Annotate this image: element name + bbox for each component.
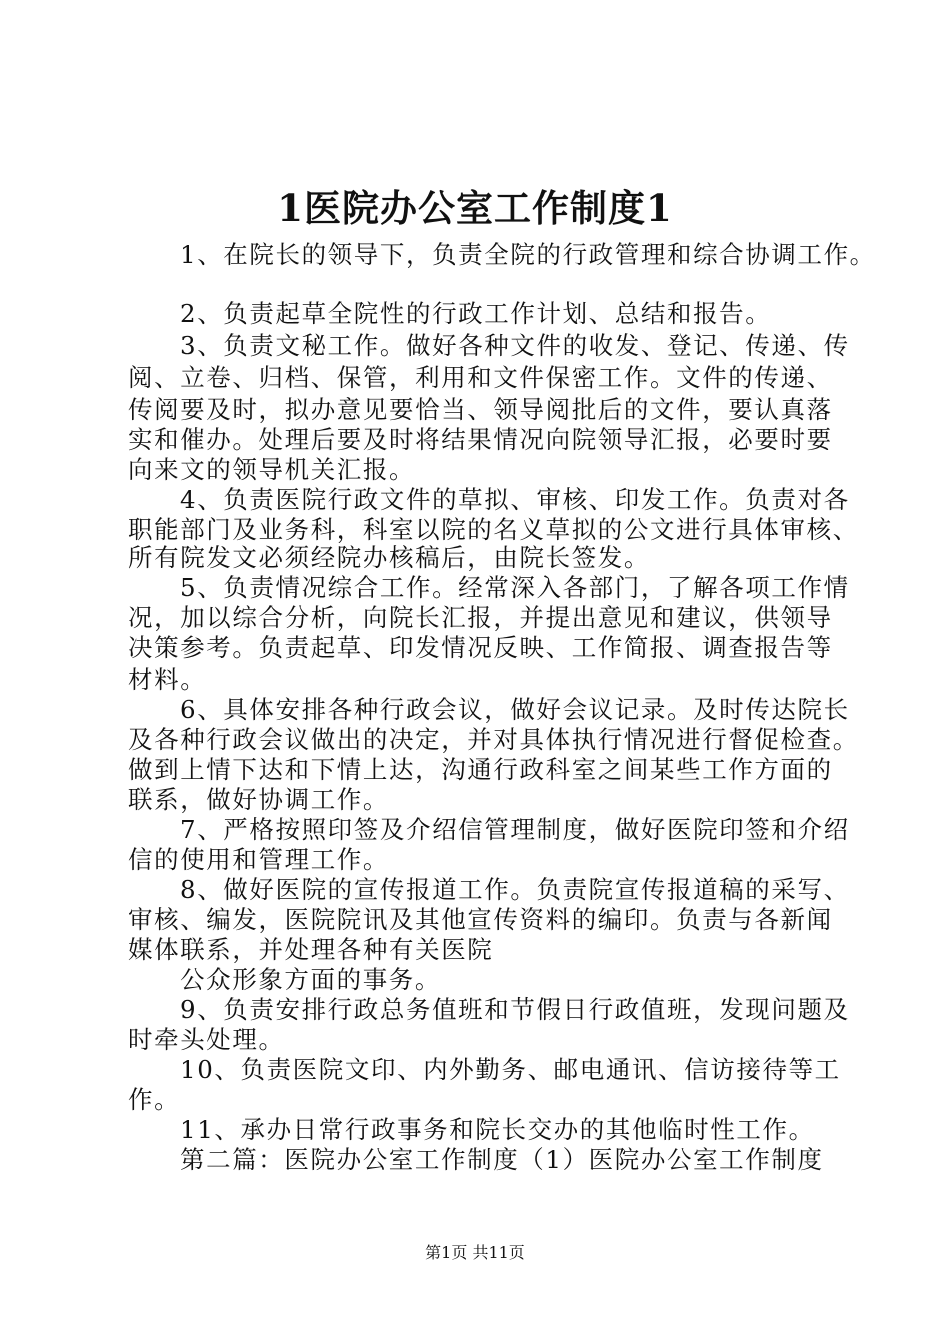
- document-title: 1医院办公室工作制度1: [277, 186, 673, 230]
- body-line: 10、负责医院文印、内外勤务、邮电通讯、信访接待等工: [180, 1055, 841, 1084]
- body-line: 第二篇：医院办公室工作制度（1）医院办公室工作制度: [180, 1145, 824, 1174]
- body-line: 作。: [128, 1085, 181, 1114]
- body-line: 时牵头处理。: [128, 1025, 285, 1054]
- body-line: 4、负责医院行政文件的草拟、审核、印发工作。负责对各: [180, 485, 850, 514]
- body-line: 3、负责文秘工作。做好各种文件的收发、登记、传递、传: [180, 331, 850, 360]
- body-line: 信的使用和管理工作。: [128, 845, 389, 874]
- body-line: 公众形象方面的事务。: [180, 965, 441, 994]
- body-line: 传阅要及时，拟办意见要恰当、领导阅批后的文件，要认真落: [128, 395, 833, 424]
- body-line: 决策参考。负责起草、印发情况反映、工作简报、调查报告等: [128, 633, 833, 662]
- body-line: 9、负责安排行政总务值班和节假日行政值班，发现问题及: [180, 995, 850, 1024]
- body-line: 向来文的领导机关汇报。: [128, 455, 416, 484]
- body-line: 6、具体安排各种行政会议，做好会议记录。及时传达院长: [180, 695, 850, 724]
- body-line: 材料。: [128, 665, 207, 694]
- body-line: 职能部门及业务科，科室以院的名义草拟的公文进行具体审核、: [128, 515, 859, 544]
- body-line: 审核、编发，医院院讯及其他宣传资料的编印。负责与各新闻: [128, 905, 833, 934]
- body-line: 联系，做好协调工作。: [128, 785, 389, 814]
- body-line: 7、严格按照印签及介绍信管理制度，做好医院印签和介绍: [180, 815, 850, 844]
- body-line: 1、在院长的领导下，负责全院的行政管理和综合协调工作。: [180, 240, 876, 269]
- page-number-footer: 第1页 共11页: [425, 1243, 525, 1262]
- body-line: 况，加以综合分析，向院长汇报，并提出意见和建议，供领导: [128, 603, 833, 632]
- body-line: 5、负责情况综合工作。经常深入各部门，了解各项工作情: [180, 573, 850, 602]
- body-line: 11、承办日常行政事务和院长交办的其他临时性工作。: [180, 1115, 815, 1144]
- body-line: 阅、立卷、归档、保管，利用和文件保密工作。文件的传递、: [128, 363, 833, 392]
- body-line: 所有院发文必须经院办核稿后，由院长签发。: [128, 543, 650, 572]
- body-line: 实和催办。处理后要及时将结果情况向院领导汇报，必要时要: [128, 425, 833, 454]
- body-line: 8、做好医院的宣传报道工作。负责院宣传报道稿的采写、: [180, 875, 850, 904]
- body-line: 2、负责起草全院性的行政工作计划、总结和报告。: [180, 299, 772, 328]
- body-line: 媒体联系，并处理各种有关医院: [128, 935, 494, 964]
- body-line: 做到上情下达和下情上达，沟通行政科室之间某些工作方面的: [128, 755, 833, 784]
- body-line: 及各种行政会议做出的决定，并对具体执行情况进行督促检查。: [128, 725, 859, 754]
